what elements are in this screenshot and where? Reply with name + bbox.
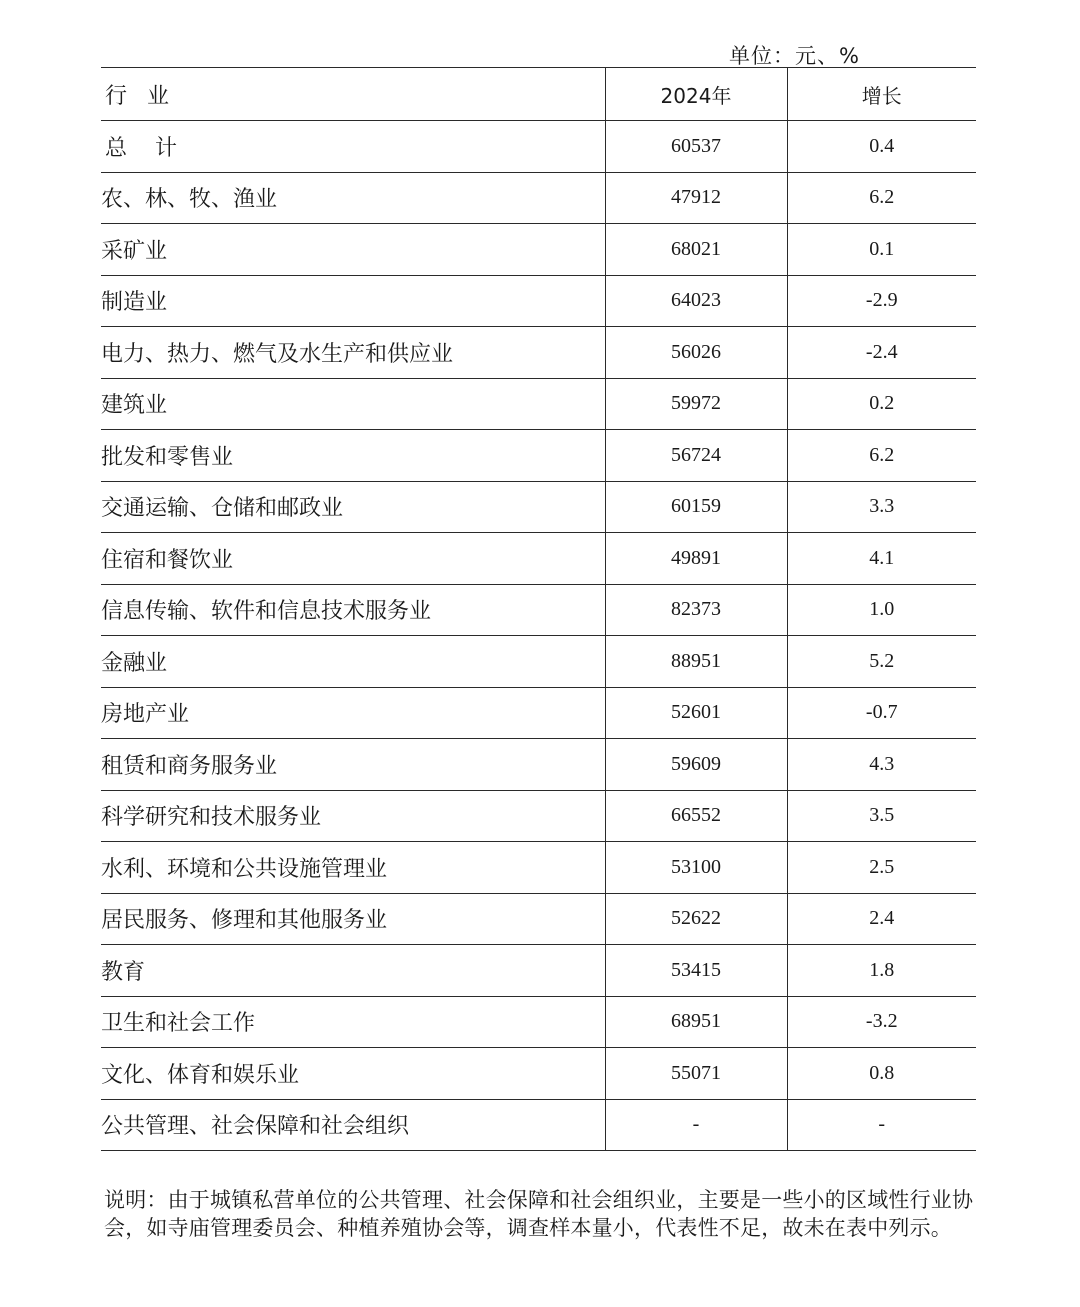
table-row [101,1048,976,1100]
growth-cell: -0.7 [787,687,976,739]
value-cell: 68021 [605,224,787,276]
industry-cell: 交通运输、仓储和邮政业 [101,481,605,533]
industry-cell: 农、林、牧、渔业 [101,172,605,224]
industry-cell: 教育 [101,945,605,997]
industry-cell: 居民服务、修理和其他服务业 [101,893,605,945]
industry-cell: 文化、体育和娱乐业 [101,1048,605,1100]
value-cell: 52622 [605,893,787,945]
table-row [101,481,976,533]
table-row [101,430,976,482]
value-cell: 64023 [605,275,787,327]
industry-cell: 电力、热力、燃气及水生产和供应业 [101,327,605,379]
table-row [101,224,976,276]
value-cell: 59972 [605,378,787,430]
value-cell: - [605,1099,787,1151]
table-row [101,636,976,688]
growth-cell: 6.2 [787,430,976,482]
value-cell: 88951 [605,636,787,688]
table-row [101,687,976,739]
value-cell: 82373 [605,584,787,636]
value-cell: 60537 [605,121,787,173]
growth-cell: 4.3 [787,739,976,791]
value-cell: 52601 [605,687,787,739]
value-cell: 56724 [605,430,787,482]
value-cell: 60159 [605,481,787,533]
table-header-row [101,68,976,121]
value-cell: 68951 [605,996,787,1048]
table-row [101,584,976,636]
growth-cell: 3.3 [787,481,976,533]
table-row [101,1099,976,1151]
growth-cell: -2.9 [787,275,976,327]
growth-cell: 0.2 [787,378,976,430]
growth-cell: -2.4 [787,327,976,379]
industry-cell: 采矿业 [101,224,605,276]
growth-cell: 1.8 [787,945,976,997]
industry-cell: 房地产业 [101,687,605,739]
unit-label: 单位：元、% [729,44,860,68]
industry-cell: 建筑业 [101,378,605,430]
industry-cell: 卫生和社会工作 [101,996,605,1048]
growth-cell: 6.2 [787,172,976,224]
header-industry: 行业 [101,68,605,121]
industry-cell: 信息传输、软件和信息技术服务业 [101,584,605,636]
table-row [101,893,976,945]
table-row [101,945,976,997]
growth-cell: - [787,1099,976,1151]
footnote: 说明：由于城镇私营单位的公共管理、社会保障和社会组织业，主要是一些小的区域性行业协会，如寺庙管理委员会、种植养殖协会等，调查样本量小，代表性不足，故未在表中列示。 [104,1188,974,1240]
table-row [101,378,976,430]
value-cell: 49891 [605,533,787,585]
industry-cell: 公共管理、社会保障和社会组织 [101,1099,605,1151]
industry-cell: 制造业 [101,275,605,327]
growth-cell: 5.2 [787,636,976,688]
growth-cell: 0.1 [787,224,976,276]
table-row [101,996,976,1048]
industry-cell: 科学研究和技术服务业 [101,790,605,842]
industry-cell: 租赁和商务服务业 [101,739,605,791]
value-cell: 47912 [605,172,787,224]
industry-cell: 批发和零售业 [101,430,605,482]
table-row [101,533,976,585]
growth-cell: 0.4 [787,121,976,173]
table-row [101,327,976,379]
industry-cell: 住宿和餐饮业 [101,533,605,585]
value-cell: 56026 [605,327,787,379]
table-row [101,790,976,842]
table-row-total [101,121,976,173]
table-row [101,275,976,327]
growth-cell: 1.0 [787,584,976,636]
header-year: 2024年 [605,68,787,121]
value-cell: 53100 [605,842,787,894]
table-row [101,739,976,791]
value-cell: 53415 [605,945,787,997]
growth-cell: 2.4 [787,893,976,945]
growth-cell: 2.5 [787,842,976,894]
value-cell: 55071 [605,1048,787,1100]
table-row [101,842,976,894]
table-row [101,172,976,224]
value-cell: 59609 [605,739,787,791]
growth-cell: 3.5 [787,790,976,842]
value-cell: 66552 [605,790,787,842]
industry-cell: 水利、环境和公共设施管理业 [101,842,605,894]
header-growth: 增长 [787,68,976,121]
wage-table [101,67,976,1151]
industry-cell: 金融业 [101,636,605,688]
growth-cell: 4.1 [787,533,976,585]
industry-cell: 总计 [101,121,605,173]
growth-cell: -3.2 [787,996,976,1048]
growth-cell: 0.8 [787,1048,976,1100]
